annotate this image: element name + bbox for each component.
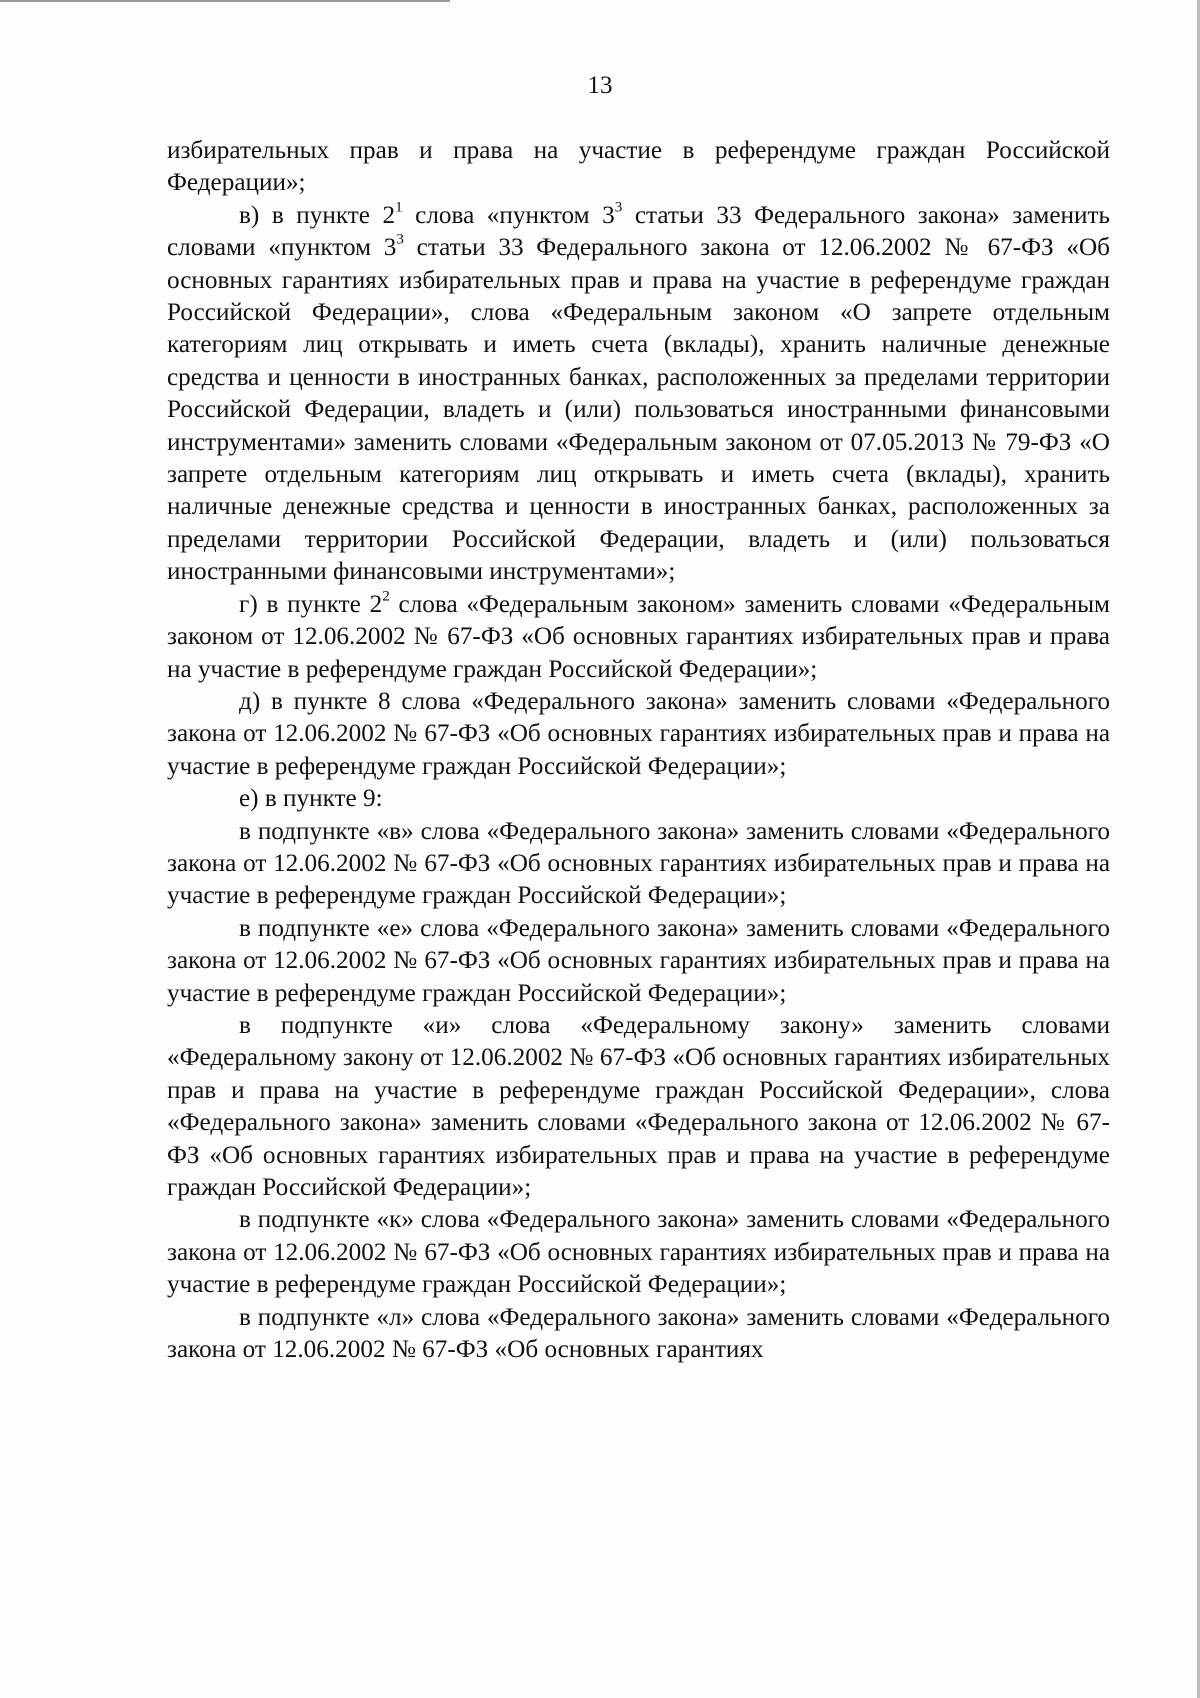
paragraph-subitem-l: в подпункте «л» слова «Федерального закона» заменить словами «Федерального закона от 12.06.2002 № 67-ФЗ «Об основных гарантиях — [167, 1303, 1110, 1364]
paragraph-subitem-v: в подпункте «в» слова «Федерального закона» заменить словами «Федерального закона от 12.06.2002 № 67-ФЗ «Об основных гарантиях избирательных прав и права на участие в референдуме граждан Российской Федерации»; — [167, 817, 1110, 910]
paragraph-item-e: е) в пункте 9: — [239, 785, 383, 813]
paragraph-continuation: избирательных прав и права на участие в референдуме граждан Российской Федерации»; — [167, 137, 1110, 197]
paragraph-item-v: в) в пункте $2^1$ слова «пунктом $3^3$ статьи 33 Федерального закона» заменить словами «пунктом $3^3$ статьи 33 Федерального закона от 12.06.2002 № 67-ФЗ «Об основных гарантиях избирательных прав и права на участие в референдуме граждан Российской Федерации», слова «Федеральным законом «О запрете отдельным категориям лиц открывать и иметь счета (вклады), хранить наличные денежные средства и ценности в иностранных банках, расположенных за пределами территории Российской Федерации, владеть и (или) пользоваться иностранными финансовыми инструментами» заменить словами «Федеральным законом от 07.05.2013 № 79-ФЗ «О запрете отдельным категориям лиц открывать и иметь счета (вклады), хранить наличные денежные средства и ценности в иностранных банках, расположенных за пределами территории Российской Федерации, владеть и (или) пользоваться иностранными финансовыми инструментами»; — [167, 199, 1110, 586]
paragraph-subitem-i: в подпункте «и» слова «Федеральному закону» заменить словами «Федеральному закону от 12.06.2002 № 67-ФЗ «Об основных гарантиях избирательных прав и права на участие в референдуме граждан Российской Федерации», слова «Федерального закона» заменить словами «Федерального закона от 12.06.2002 № 67-ФЗ «Об основных гарантиях избирательных прав и права на участие в референдуме граждан Российской Федерации»; — [167, 1011, 1110, 1201]
document-body — [167, 135, 1110, 1366]
paragraph-subitem-e: в подпункте «е» слова «Федерального закона» заменить словами «Федерального закона от 12.06.2002 № 67-ФЗ «Об основных гарантиях избирательных прав и права на участие в референдуме граждан Российской Федерации»; — [167, 914, 1110, 1007]
superscript: 1 — [395, 199, 403, 216]
page-number: 13 — [587, 72, 613, 99]
paragraph-item-g: г) в пункте $2^2$ слова «Федеральным законом» заменить словами «Федеральным законом от 12.06.2002 № 67-ФЗ «Об основных гарантиях избирательных прав и права на участие в референдуме граждан Российской Федерации»; — [167, 588, 1110, 683]
top-scan-edge — [0, 0, 450, 2]
superscript: 2 — [382, 588, 390, 605]
paragraph-subitem-k: в подпункте «к» слова «Федерального закона» заменить словами «Федерального закона от 12.06.2002 № 67-ФЗ «Об основных гарантиях избирательных прав и права на участие в референдуме граждан Российской Федерации»; — [167, 1206, 1110, 1299]
superscript: 3 — [614, 199, 623, 216]
paragraph-item-d: д) в пункте 8 слова «Федерального закона» заменить словами «Федерального закона от 12.06.2002 № 67-ФЗ «Об основных гарантиях избирательных прав и права на участие в референдуме граждан Российской Федерации»; — [167, 687, 1110, 780]
superscript: 3 — [396, 231, 404, 248]
